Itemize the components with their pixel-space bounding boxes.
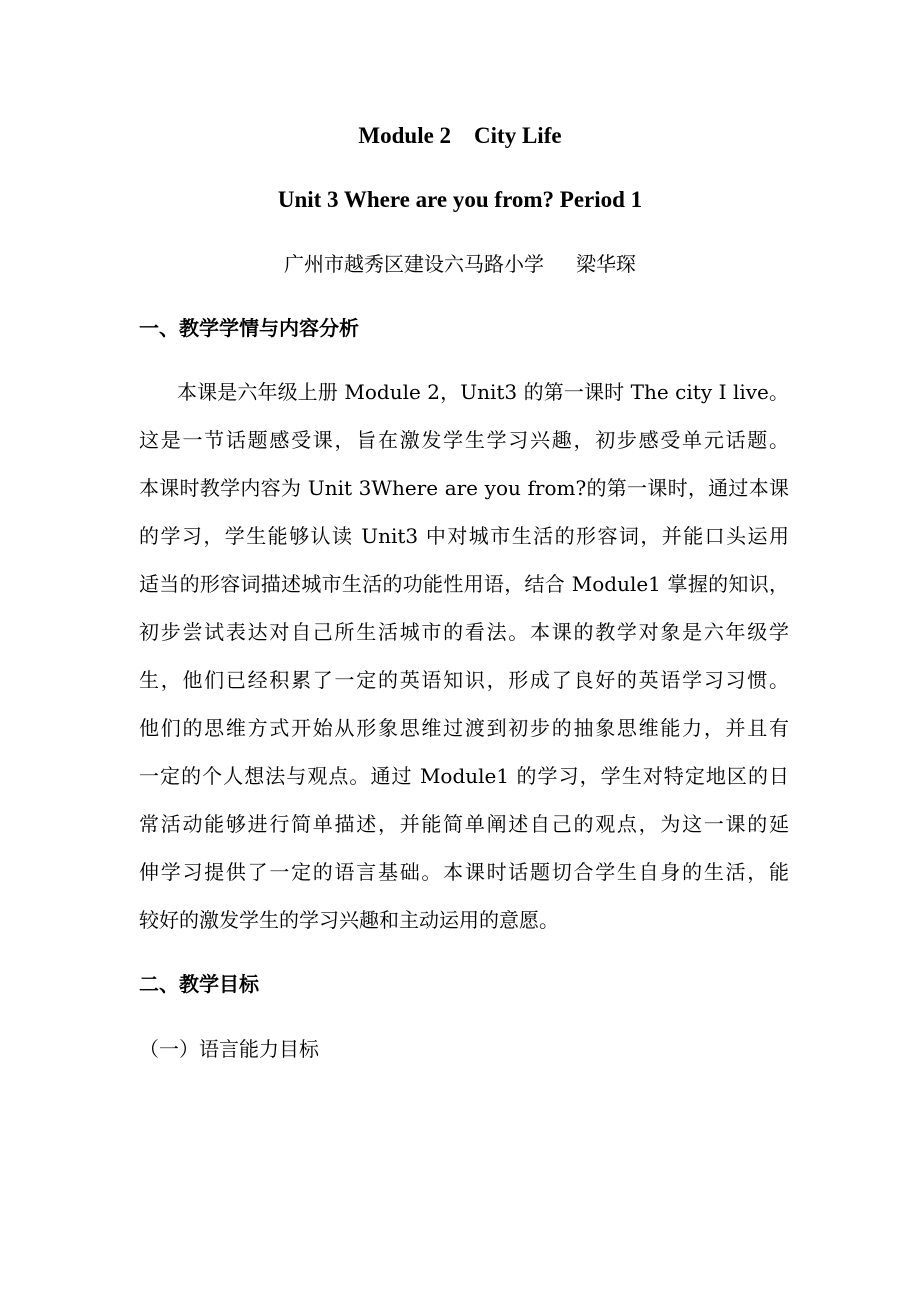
- section-heading-analysis: 一、教学学情与内容分析: [139, 316, 359, 340]
- author-school: 广州市越秀区建设六马路小学: [284, 252, 544, 276]
- paragraph-line: 伸学习提供了一定的语言基础。本课时话题切合学生自身的生活，能: [139, 860, 789, 884]
- section-heading-objectives: 二、教学目标: [139, 972, 259, 996]
- module-title: Module 2 City Life: [358, 123, 562, 148]
- paragraph-line: 一定的个人想法与观点。通过 Module1 的学习，学生对特定地区的日: [139, 764, 789, 788]
- paragraph-line: 本课是六年级上册 Module 2，Unit3 的第一课时 The city I live。: [177, 380, 789, 404]
- paragraph-line: 初步尝试表达对自己所生活城市的看法。本课的教学对象是六年级学: [139, 620, 789, 644]
- subsection-heading-language: （一）语言能力目标: [139, 1037, 319, 1061]
- paragraph-line: 常活动能够进行简单描述，并能简单阐述自己的观点，为这一课的延: [139, 812, 789, 836]
- paragraph-line: 较好的激发学生的学习兴趣和主动运用的意愿。: [139, 908, 559, 932]
- paragraph-line: 的学习，学生能够认读 Unit3 中对城市生活的形容词，并能口头运用: [139, 524, 789, 548]
- paragraph-line: 本课时教学内容为 Unit 3Where are you from?的第一课时，通过本课: [139, 476, 789, 500]
- paragraph-line: 这是一节话题感受课，旨在激发学生学习兴趣，初步感受单元话题。: [139, 428, 789, 452]
- author-name: 梁华琛: [576, 252, 636, 276]
- paragraph-line: 他们的思维方式开始从形象思维过渡到初步的抽象思维能力，并且有: [139, 716, 789, 740]
- author-line: [0, 249, 920, 279]
- unit-title: Unit 3 Where are you from? Period 1: [277, 187, 643, 212]
- paragraph-line: 适当的形容词描述城市生活的功能性用语，结合 Module1 掌握的知识，: [139, 572, 789, 596]
- paragraph-line: 生，他们已经积累了一定的英语知识，形成了良好的英语学习习惯。: [139, 668, 789, 692]
